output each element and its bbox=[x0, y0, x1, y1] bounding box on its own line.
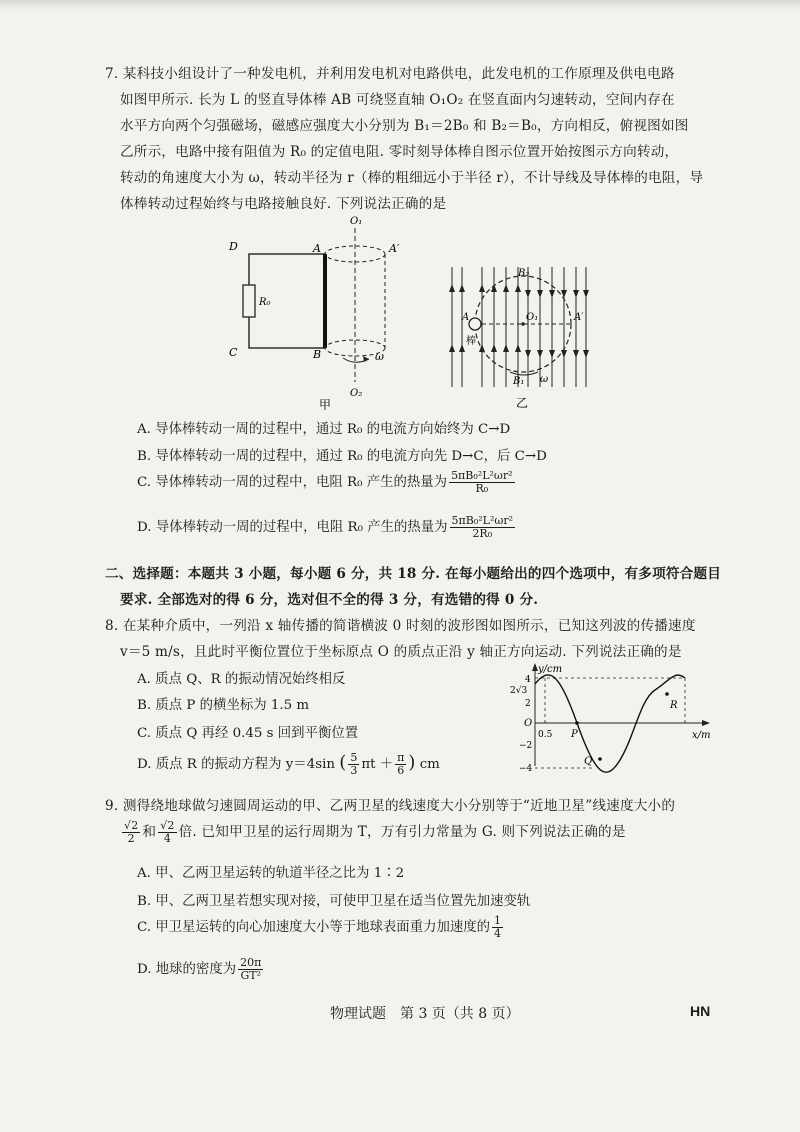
point-r bbox=[665, 692, 669, 696]
q8-option-a: A. 质点 Q、R 的振动情况始终相反 bbox=[137, 672, 346, 687]
q8-option-b: B. 质点 P 的横坐标为 1.5 m bbox=[137, 698, 310, 713]
label-r0: R₀ bbox=[259, 297, 271, 308]
q9-line-1: 9. 测得绕地球做匀速圆周运动的甲、乙两卫星的线速度大小分别等于“近地卫星”线速度大小的 bbox=[105, 798, 676, 814]
label-omega: ω bbox=[540, 374, 549, 385]
figure-jia-caption: 甲 bbox=[319, 398, 332, 410]
q9-line-2 bbox=[120, 820, 626, 845]
q8-d-unit: cm bbox=[419, 757, 440, 773]
x-axis-arrow bbox=[702, 720, 710, 726]
q9-f2-den: 4 bbox=[163, 832, 172, 846]
scan-edge bbox=[0, 0, 800, 10]
q9-fraction-1 bbox=[122, 820, 140, 845]
q9-d-num: 20π bbox=[240, 956, 262, 969]
rotation-arrowhead bbox=[363, 356, 369, 362]
q9-option-d-text: D. 地球的密度为 bbox=[137, 962, 237, 978]
q8-d-pre: D. 质点 R 的振动方程为 y＝4sin bbox=[137, 757, 336, 773]
q8-line-1: 8. 在某种介质中，一列沿 x 轴传播的简谐横波 0 时刻的波形图如图所示，已知这列波的传播速度 bbox=[105, 618, 696, 634]
footer-code: HN bbox=[690, 1003, 711, 1019]
q8-option-d bbox=[137, 752, 440, 777]
label-p: P bbox=[571, 729, 578, 740]
q9-f1-num: √2 bbox=[124, 819, 139, 832]
q7-option-d-fraction bbox=[450, 515, 515, 540]
q8-d-frac-2 bbox=[395, 752, 406, 777]
point-q bbox=[598, 757, 602, 761]
q8-line-2: v＝5 m/s，且此时平衡位置位于坐标原点 O 的质点正沿 y 轴正方向运动. 下列说法正确的是 bbox=[120, 644, 682, 660]
label-b1: B₁ bbox=[513, 376, 525, 387]
q9-option-a: A. 甲、乙两卫星运转的轨道半径之比为 1∶2 bbox=[137, 866, 405, 881]
q7-line-6: 体棒转动过程始终与电路接触良好. 下列说法正确的是 bbox=[120, 196, 447, 212]
q7-d-numerator: 5πB₀²L²ωr² bbox=[451, 514, 514, 527]
section2-line-2: 要求. 全部选对的得 6 分，选对但不全的得 3 分，有选错的得 0 分. bbox=[120, 592, 539, 608]
section2-line-1: 二、选择题：本题共 3 小题，每小题 6 分，共 18 分. 在每小题给出的四个选项中，有多项符合题目 bbox=[105, 566, 722, 582]
q9-option-d bbox=[137, 957, 265, 982]
q9-option-c-fraction bbox=[492, 915, 503, 940]
q8-d-frac1-num: 5 bbox=[350, 751, 358, 764]
q7-d-denominator: 2R₀ bbox=[472, 527, 493, 541]
q9-option-c-text: C. 甲卫星运转的向心加速度大小等于地球表面重力加速度的 bbox=[137, 920, 491, 936]
q9-f2-num: √2 bbox=[160, 819, 175, 832]
label-b2: B₂ bbox=[518, 268, 530, 279]
label-omega: ω bbox=[375, 350, 384, 363]
tick-neg4: −4 bbox=[519, 764, 533, 774]
field-lines-right bbox=[528, 267, 586, 387]
q7-line-1: 7. 某科技小组设计了一种发电机，并利用发电机对电路供电，此发电机的工作原理及供电电路 bbox=[105, 66, 675, 82]
figure-jia bbox=[225, 210, 425, 410]
q9-option-c bbox=[137, 915, 505, 940]
q9-d-den: GT² bbox=[240, 969, 262, 983]
tick-x-0-5: 0.5 bbox=[538, 730, 553, 740]
q7-line-5: 转动的角速度大小为 ω，转动半径为 r（棒的粗细远小于半径 r），不计导线及导体棒的电阻，导 bbox=[120, 170, 704, 186]
q9-and: 和 bbox=[142, 824, 157, 841]
label-q: Q bbox=[584, 756, 593, 767]
q8-d-mid: πt ＋ bbox=[361, 757, 394, 773]
q7-option-c bbox=[137, 470, 517, 495]
q8-d-frac-1 bbox=[348, 752, 359, 777]
tick-4: 4 bbox=[525, 675, 531, 685]
x-label: x/m bbox=[692, 730, 711, 741]
q8-d-paren-close: ) bbox=[408, 752, 416, 774]
resistor-r0 bbox=[243, 285, 255, 317]
q9-line-2-rest: 倍. 已知甲卫星的运行周期为 T，万有引力常量为 G. 则下列说法正确的是 bbox=[178, 824, 626, 841]
q7-option-a: A. 导体棒转动一周的过程中，通过 R₀ 的电流方向始终为 C→D bbox=[137, 422, 511, 437]
q7-option-c-text: C. 导体棒转动一周的过程中，电阻 R₀ 产生的热量为 bbox=[137, 475, 448, 491]
q7-c-numerator: 5πB₀²L²ωr² bbox=[451, 469, 513, 482]
q9-option-b: B. 甲、乙两卫星若想实现对接，可使甲卫星在适当位置先加速变轨 bbox=[137, 894, 531, 909]
q7-c-denominator: R₀ bbox=[475, 482, 489, 496]
q8-d-paren-open: ( bbox=[339, 752, 347, 774]
q8-option-c: C. 质点 Q 再经 0.45 s 回到平衡位置 bbox=[137, 726, 359, 741]
q9-c-num: 1 bbox=[494, 914, 502, 927]
q7-option-c-fraction bbox=[449, 470, 514, 495]
label-bang: 棒 bbox=[466, 336, 476, 347]
q7-line-2: 如图甲所示. 长为 L 的竖直导体棒 AB 可绕竖直轴 O₁O₂ 在竖直面内匀速转动，空间内存在 bbox=[120, 92, 675, 108]
q7-option-d bbox=[137, 515, 517, 540]
figure-yi bbox=[440, 262, 600, 412]
q7-option-d-text: D. 导体棒转动一周的过程中，电阻 R₀ 产生的热量为 bbox=[137, 520, 448, 536]
label-d: D bbox=[229, 240, 238, 253]
tick-2sqrt3: 2√3 bbox=[510, 686, 528, 696]
label-a: A bbox=[462, 312, 470, 323]
label-a: A bbox=[313, 242, 321, 255]
q9-f1-den: 2 bbox=[127, 832, 135, 846]
wave-graph bbox=[505, 660, 715, 775]
q7-option-b: B. 导体棒转动一周的过程中，通过 R₀ 的电流方向先 D→C，后 C→D bbox=[137, 449, 547, 464]
label-c: C bbox=[229, 346, 238, 359]
q8-d-frac2-num: π bbox=[397, 751, 405, 764]
rod-cross-section bbox=[469, 318, 481, 330]
label-o1: O₁ bbox=[350, 216, 363, 227]
center-o1 bbox=[521, 322, 525, 326]
field-arrows-up bbox=[449, 284, 521, 352]
label-o1: O₁ bbox=[526, 312, 539, 323]
page-footer: 物理试题 第 3 页（共 8 页） bbox=[330, 1006, 520, 1022]
tick-neg2: −2 bbox=[519, 741, 533, 751]
origin-label: O bbox=[524, 718, 533, 729]
y-label: y/cm bbox=[538, 664, 563, 675]
label-a-prime: A′ bbox=[389, 242, 400, 255]
label-r: R bbox=[670, 700, 678, 711]
figure-yi-caption: 乙 bbox=[516, 396, 529, 410]
label-a-prime: A′ bbox=[574, 312, 584, 323]
label-o2: O₂ bbox=[350, 388, 363, 399]
q8-d-frac1-den: 3 bbox=[350, 764, 358, 778]
wave-curve bbox=[535, 675, 685, 772]
q7-line-3: 水平方向两个匀强磁场，磁感应强度大小分别为 B₁＝2B₀ 和 B₂＝B₀，方向相反，俯视图如图 bbox=[120, 118, 689, 134]
q8-d-frac2-den: 6 bbox=[397, 764, 405, 778]
q9-option-d-fraction bbox=[238, 957, 263, 982]
tick-2: 2 bbox=[525, 699, 531, 709]
q9-c-den: 4 bbox=[494, 927, 502, 941]
q9-fraction-2 bbox=[158, 820, 176, 845]
label-b: B bbox=[313, 348, 322, 361]
q7-line-4: 乙所示，电路中接有阻值为 R₀ 的定值电阻. 零时刻导体棒自图示位置开始按图示方向转动， bbox=[120, 144, 679, 160]
point-p bbox=[575, 721, 579, 725]
